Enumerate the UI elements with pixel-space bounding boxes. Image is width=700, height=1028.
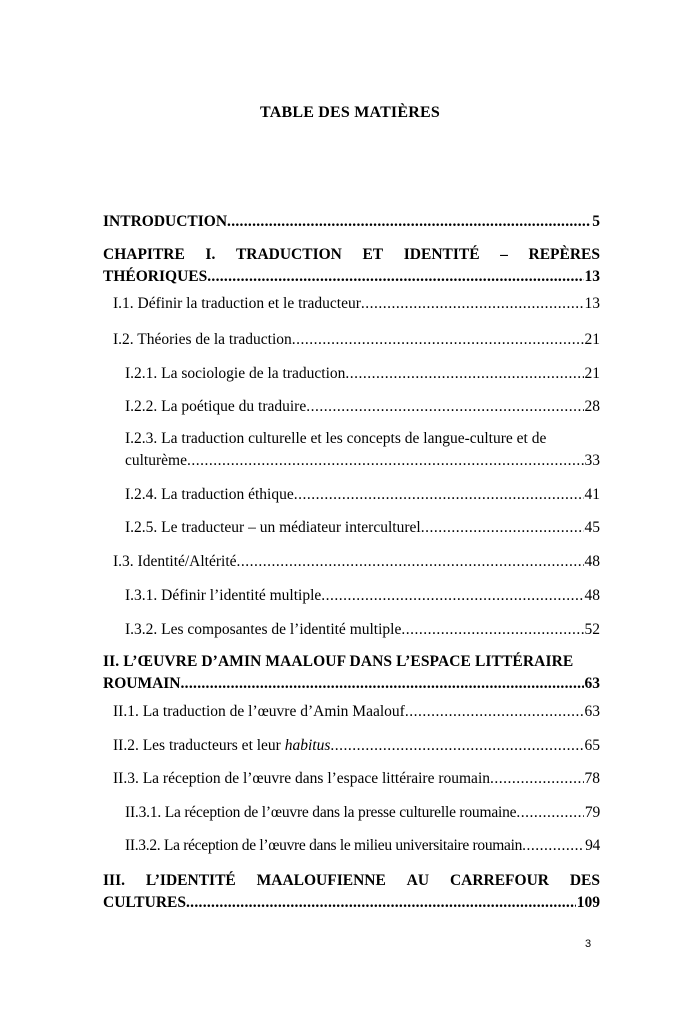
dot-leader [522, 835, 584, 857]
word: – [500, 246, 508, 263]
toc-entry-page: 79 [584, 804, 600, 821]
word: AU [406, 872, 430, 889]
dot-leader [401, 619, 583, 641]
toc-entry-label-line1: I.2.3. La traduction culturelle et les concepts de langue-culture et de [125, 430, 547, 447]
toc-entry-page: 78 [584, 770, 600, 787]
dot-leader [345, 363, 583, 385]
toc-entry-label: INTRODUCTION [103, 213, 228, 230]
word: I. [205, 246, 216, 263]
toc-entry-page: 48 [584, 553, 600, 570]
toc-entry-page: 65 [584, 737, 600, 754]
word: CARREFOUR [449, 872, 549, 889]
toc-entry-introduction[interactable] [103, 211, 600, 233]
toc-entry-page: 28 [584, 398, 600, 415]
dot-leader [294, 484, 584, 506]
toc-entry-subsection[interactable] [125, 585, 600, 607]
toc-entry-label-line2: ROUMAIN [103, 675, 181, 692]
toc-entry-label: I.2.4. La traduction éthique [125, 486, 294, 503]
toc-entry-page: 109 [576, 894, 600, 911]
toc-entry-page: 45 [584, 519, 600, 536]
toc-entry-label: I.2. Théories de la traduction [113, 331, 292, 348]
toc-entry-subsection[interactable] [125, 835, 600, 857]
word: MAALOUFIENNE [256, 872, 386, 889]
toc-entry-label: I.2.1. La sociologie de la traduction [125, 365, 346, 382]
dot-leader [421, 517, 584, 539]
toc-entry-page: 63 [584, 703, 600, 720]
toc-entry-page: 13 [584, 295, 600, 312]
word: ET [362, 246, 384, 263]
toc-entry-label: II.3.2. La réception de l’œuvre dans le milieu universitaire roumain [125, 837, 523, 854]
toc-entry-chapter-3[interactable] [103, 870, 600, 914]
dot-leader [330, 735, 583, 757]
toc-entry-label-line2: CULTURES [103, 894, 186, 911]
dot-leader [306, 396, 583, 418]
toc-entry-label-line1: II. L’ŒUVRE D’AMIN MAALOUF DANS L’ESPACE LITTÉRAIRE [103, 653, 574, 670]
toc-entry-page: 41 [584, 486, 600, 503]
toc-entry-label: I.1. Définir la traduction et le traducteur [113, 295, 361, 312]
word: REPÈRES [528, 246, 600, 263]
page-number: 3 [585, 938, 592, 950]
toc-entry-label: I.3.1. Définir l’identité multiple [125, 587, 322, 604]
word: III. [103, 872, 125, 889]
page-title: TABLE DES MATIÈRES [260, 104, 440, 121]
toc-entry-section[interactable] [113, 293, 600, 315]
toc-entry-page: 21 [584, 331, 600, 348]
toc-entry-label-line1 [103, 244, 600, 266]
toc-entry-label: II.3.1. La réception de l’œuvre dans la presse culturelle roumaine [125, 804, 517, 821]
toc-entry-label: II.1. La traduction de l’œuvre d’Amin Maalouf [113, 703, 405, 720]
toc-entry-page: 52 [584, 621, 600, 638]
toc-entry-page: 33 [584, 452, 600, 469]
toc-entry-label-line1 [103, 870, 600, 892]
dot-leader [490, 768, 584, 790]
toc-entry-section[interactable] [113, 701, 600, 723]
toc-entry-section[interactable] [113, 768, 600, 790]
toc-entry-label: I.3. Identité/Altérité [113, 553, 237, 570]
dot-leader [237, 551, 584, 573]
word: DES [569, 872, 600, 889]
toc-entry-chapter-1[interactable] [103, 244, 600, 288]
toc-entry-subsection[interactable] [125, 517, 600, 539]
toc-entry-label-line2: THÉORIQUES [103, 268, 208, 285]
toc-entry-subsection[interactable] [125, 396, 600, 418]
toc-entry-label: I.2.2. La poétique du traduire [125, 398, 307, 415]
toc-entry-page: 5 [592, 213, 600, 230]
toc-entry-subsection[interactable] [125, 428, 600, 472]
dot-leader [207, 266, 583, 288]
label-italic: habitus [284, 737, 331, 754]
dot-leader [181, 673, 584, 695]
toc-entry-subsection[interactable] [125, 484, 600, 506]
toc-entry-section[interactable] [113, 551, 600, 573]
dot-leader [361, 293, 584, 315]
toc-entry-chapter-2[interactable] [103, 651, 600, 695]
toc-entry-section[interactable] [113, 329, 600, 351]
toc-entry-label: II.3. La réception de l’œuvre dans l’espace littéraire roumain [113, 770, 490, 787]
toc-entry-label: I.3.2. Les composantes de l’identité multiple [125, 621, 402, 638]
toc-entry-page: 48 [584, 587, 600, 604]
toc-entry-subsection[interactable] [125, 363, 600, 385]
dot-leader [186, 892, 576, 914]
toc-entry-label [113, 735, 330, 757]
word: L’IDENTITÉ [145, 872, 236, 889]
toc-entry-label: I.2.5. Le traducteur – un médiateur interculturel [125, 519, 421, 536]
toc-entry-page: 94 [585, 837, 600, 854]
word: CHAPITRE [103, 246, 185, 263]
word: IDENTITÉ [403, 246, 480, 263]
toc-entry-subsection[interactable] [125, 619, 600, 641]
toc-entry-section[interactable] [113, 735, 600, 757]
toc-entry-page: 13 [584, 268, 600, 285]
dot-leader [516, 802, 584, 824]
dot-leader [321, 585, 583, 607]
dot-leader [187, 450, 584, 472]
label-text: II.2. Les traducteurs et leur [113, 737, 285, 754]
toc-entry-page: 63 [584, 675, 600, 692]
dot-leader [405, 701, 584, 723]
toc-entry-subsection[interactable] [125, 802, 600, 824]
dot-leader [292, 329, 584, 351]
toc-entry-label-line2: culturème [125, 452, 187, 469]
dot-leader [227, 211, 591, 233]
word: TRADUCTION [235, 246, 342, 263]
toc-entry-page: 21 [584, 365, 600, 382]
